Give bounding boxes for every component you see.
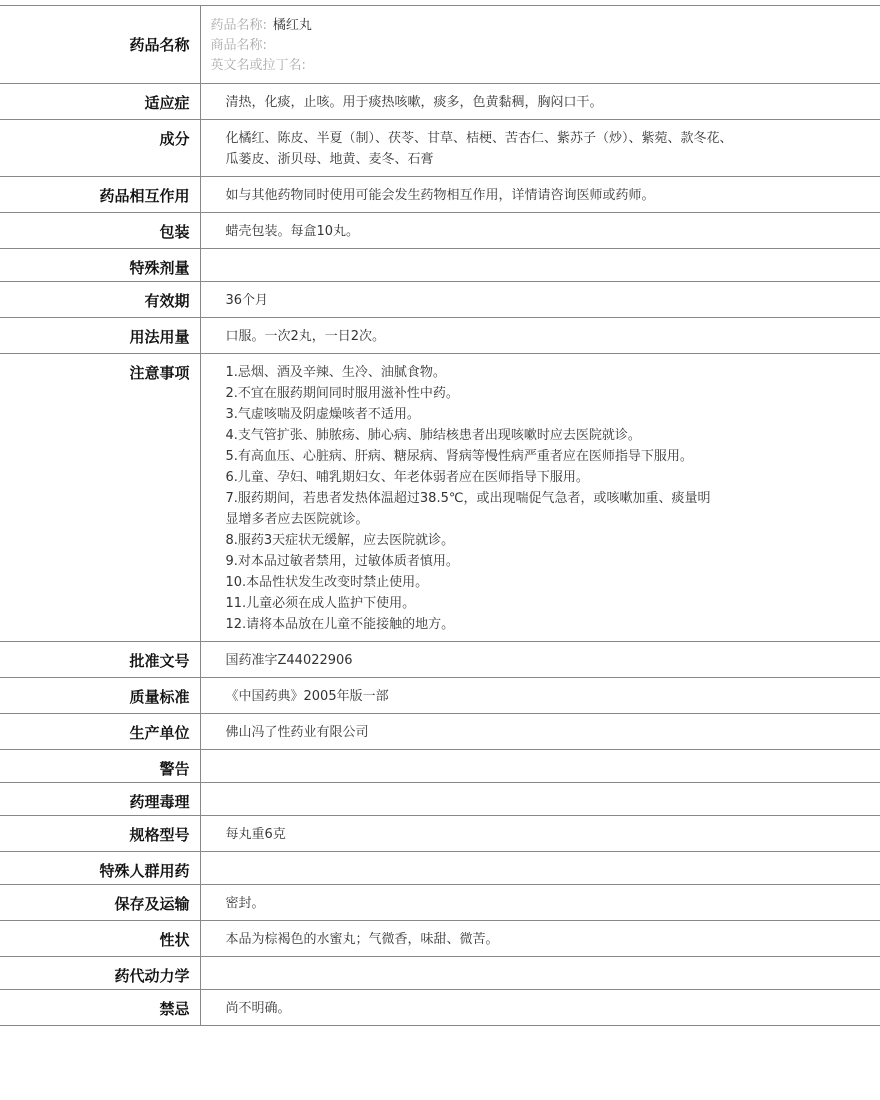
generic-name-line xyxy=(211,16,871,36)
value-indication: 清热，化痰，止咳。用于痰热咳嗽，痰多，色黄黏稠，胸闷口干。 xyxy=(200,84,880,120)
value-shelf-life: 36个月 xyxy=(200,282,880,318)
label-pharmacokinetics: 药代动力学 xyxy=(0,957,200,990)
ingredients-line: 瓜蒌皮、浙贝母、地黄、麦冬、石膏 xyxy=(225,152,434,167)
label-drug-name: 药品名称 xyxy=(0,6,200,84)
row-specification xyxy=(0,816,880,852)
label-specification: 规格型号 xyxy=(0,816,200,852)
value-standard: 《中国药典》2005年版一部 xyxy=(200,678,880,714)
row-interactions xyxy=(0,177,880,213)
english-name-line xyxy=(211,56,871,76)
value-pharmacokinetics xyxy=(200,957,880,990)
value-usage: 口服。一次2丸，一日2次。 xyxy=(200,318,880,354)
label-toxicology: 药理毒理 xyxy=(0,783,200,816)
row-indication xyxy=(0,84,880,120)
label-manufacturer: 生产单位 xyxy=(0,714,200,750)
label-storage: 保存及运输 xyxy=(0,885,200,921)
drug-info-table xyxy=(0,5,880,1026)
value-contraindications: 尚不明确。 xyxy=(200,990,880,1026)
trade-name-label: 商品名称: xyxy=(210,38,267,53)
value-ingredients xyxy=(200,120,880,177)
value-manufacturer: 佛山冯了性药业有限公司 xyxy=(200,714,880,750)
value-interactions: 如与其他药物同时使用可能会发生药物相互作用，详情请咨询医师或药师。 xyxy=(200,177,880,213)
value-special-dosage xyxy=(200,249,880,282)
generic-name-value: 橘红丸 xyxy=(272,18,312,33)
ingredients-line: 化橘红、陈皮、半夏（制）、茯苓、甘草、桔梗、苦杏仁、紫苏子（炒）、紫菀、款冬花、 xyxy=(225,131,733,146)
value-warning xyxy=(200,750,880,783)
trade-name-line xyxy=(211,36,871,56)
precaution-line: 4.支气管扩张、肺脓疡、肺心病、肺结核患者出现咳嗽时应去医院就诊。 xyxy=(225,428,641,443)
label-ingredients: 成分 xyxy=(0,120,200,177)
precaution-line: 6.儿童、孕妇、哺乳期妇女、年老体弱者应在医师指导下服用。 xyxy=(225,470,589,485)
row-storage xyxy=(0,885,880,921)
precaution-line: 9.对本品过敏者禁用，过敏体质者慎用。 xyxy=(225,554,459,569)
row-contraindications xyxy=(0,990,880,1026)
row-toxicology xyxy=(0,783,880,816)
value-packaging: 蜡壳包装。每盒10丸。 xyxy=(200,213,880,249)
value-drug-name xyxy=(200,6,880,84)
english-name-label: 英文名或拉丁名: xyxy=(210,58,306,73)
label-shelf-life: 有效期 xyxy=(0,282,200,318)
row-drug-name xyxy=(0,6,880,84)
label-standard: 质量标准 xyxy=(0,678,200,714)
row-ingredients xyxy=(0,120,880,177)
label-approval: 批准文号 xyxy=(0,642,200,678)
precaution-line: 8.服药3天症状无缓解，应去医院就诊。 xyxy=(225,533,455,548)
row-precautions xyxy=(0,354,880,642)
value-special-population xyxy=(200,852,880,885)
value-precautions xyxy=(200,354,880,642)
value-storage: 密封。 xyxy=(200,885,880,921)
row-warning xyxy=(0,750,880,783)
value-approval: 国药准字Z44022906 xyxy=(200,642,880,678)
precaution-line: 10.本品性状发生改变时禁止使用。 xyxy=(225,575,429,590)
precaution-line: 11.儿童必须在成人监护下使用。 xyxy=(225,596,416,611)
label-warning: 警告 xyxy=(0,750,200,783)
precaution-line: 1.忌烟、酒及辛辣、生冷、油腻食物。 xyxy=(225,365,446,380)
label-special-dosage: 特殊剂量 xyxy=(0,249,200,282)
row-usage xyxy=(0,318,880,354)
value-properties: 本品为棕褐色的水蜜丸；气微香，味甜、微苦。 xyxy=(200,921,880,957)
row-pharmacokinetics xyxy=(0,957,880,990)
precaution-line: 5.有高血压、心脏病、肝病、糖尿病、肾病等慢性病严重者应在医师指导下服用。 xyxy=(225,449,693,464)
row-shelf-life xyxy=(0,282,880,318)
value-specification: 每丸重6克 xyxy=(200,816,880,852)
row-special-population xyxy=(0,852,880,885)
precaution-line: 12.请将本品放在儿童不能接触的地方。 xyxy=(225,617,455,632)
value-toxicology xyxy=(200,783,880,816)
row-standard xyxy=(0,678,880,714)
precaution-line: 3.气虚咳喘及阴虚燥咳者不适用。 xyxy=(225,407,420,422)
label-properties: 性状 xyxy=(0,921,200,957)
row-packaging xyxy=(0,213,880,249)
row-approval xyxy=(0,642,880,678)
row-properties xyxy=(0,921,880,957)
precaution-line: 2.不宜在服药期间同时服用滋补性中药。 xyxy=(225,386,459,401)
precaution-line: 7.服药期间，若患者发热体温超过38.5℃，或出现喘促气急者，或咳嗽加重、痰量明 xyxy=(225,491,711,506)
precaution-line: 显增多者应去医院就诊。 xyxy=(225,512,369,527)
row-special-dosage xyxy=(0,249,880,282)
label-usage: 用法用量 xyxy=(0,318,200,354)
label-indication: 适应症 xyxy=(0,84,200,120)
label-contraindications: 禁忌 xyxy=(0,990,200,1026)
row-manufacturer xyxy=(0,714,880,750)
label-packaging: 包装 xyxy=(0,213,200,249)
label-special-population: 特殊人群用药 xyxy=(0,852,200,885)
label-interactions: 药品相互作用 xyxy=(0,177,200,213)
generic-name-label: 药品名称: xyxy=(210,18,267,33)
label-precautions: 注意事项 xyxy=(0,354,200,642)
